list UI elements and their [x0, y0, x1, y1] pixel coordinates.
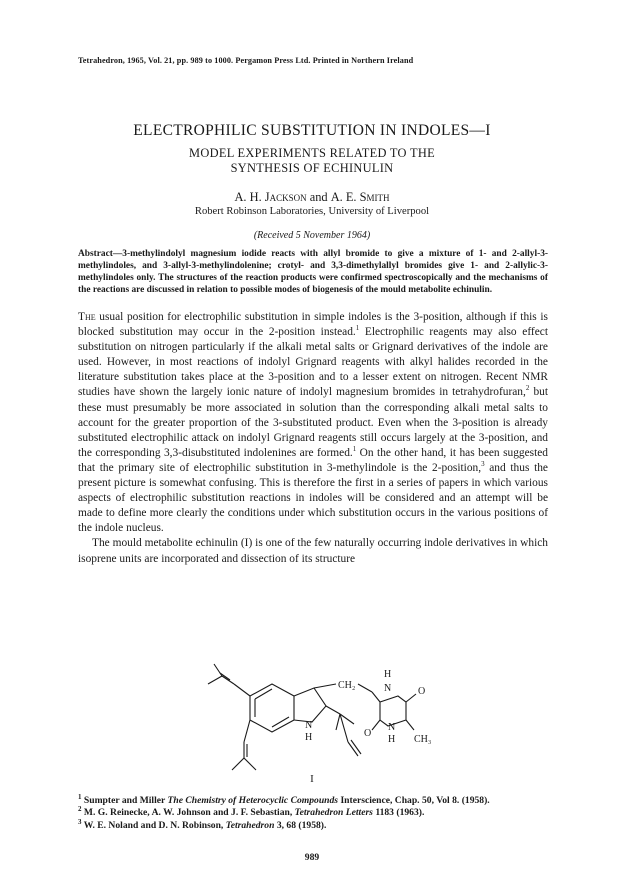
- subtitle-line-1: MODEL EXPERIMENTS RELATED TO THE: [189, 146, 435, 160]
- ref-mark: 3: [481, 460, 485, 469]
- paragraph-1-c: but these must presumably be more associated in solution than the corresponding alkali metal salts to account for the greater proportion of the 3-substituted product. Even when the 3-position is already substituted electrophilic attack on indolyl Grignard reagents still occurs largely at the 3-position, and the corresponding 3,3-disubstituted indolenines are formed.: [78, 386, 548, 459]
- body-text: [78, 310, 548, 567]
- footnote-text: M. G. Reinecke, A. W. Johnson and J. F. Sebastian,: [81, 807, 295, 819]
- article-title: ELECTROPHILIC SUBSTITUTION IN INDOLES—I: [133, 122, 491, 139]
- footnote-text: W. E. Noland and D. N. Robinson,: [81, 819, 226, 831]
- author-smith: A. E. Smith: [330, 190, 390, 204]
- footnote-text: Sumpter and Miller: [81, 795, 168, 806]
- footnote-text: 1183 (1963).: [372, 807, 425, 819]
- paragraph-1: [78, 310, 548, 536]
- label-n-top: N: [384, 683, 392, 694]
- ref-mark: 1: [355, 324, 360, 333]
- ref-mark: 2: [525, 384, 530, 393]
- paragraph-1-d: On the other hand, it has been suggested that the primary site of electrophilic substitution in 3-methylindole is the 2-position,: [78, 446, 548, 474]
- label-o-right: O: [418, 686, 426, 697]
- page-number: 989: [304, 852, 320, 863]
- label-h-top: H: [384, 669, 392, 680]
- paragraph-1-b: Electrophilic reagents may also effect substitution on nitrogen particularly if the alkali metal salts or Grignard derivatives of the indole are used. However, in most reactions of indolyl Grignard reagents with alkyl halides recorded in the literature substitution takes place at the 3-position and to a lesser extent on nitrogen. Recent NMR studies have shown the largely ionic nature of indolyl magnesium bromides in tetrahydrofuran,: [78, 326, 548, 399]
- footnote-2: [78, 807, 558, 819]
- label-o-left: O: [364, 728, 372, 739]
- paragraph-1-e: and thus the present picture is somewhat confusing. This is therefore the first in a series of papers in which various aspects of electrophilic substitution reactions in indoles will be considered and an attempt will be made to define more clearly the conditions under which substitution occurs in the various positions of the indole nucleus.: [78, 461, 548, 535]
- footnotes: [78, 792, 558, 832]
- footnote-italic: The Chemistry of Heterocyclic Compounds: [167, 795, 339, 806]
- affiliation: Robert Robinson Laboratories, University of Liverpool: [194, 206, 430, 217]
- footnote-mark: 3: [78, 817, 82, 826]
- journal-citation: Tetrahedron, 1965, Vol. 21, pp. 989 to 1000. Pergamon Press Ltd. Printed in Northern Ireland: [78, 56, 414, 65]
- subtitle-line-2: SYNTHESIS OF ECHINULIN: [230, 161, 394, 175]
- footnote-mark: 2: [78, 805, 82, 814]
- abstract-text: —3-methylindolyl magnesium iodide reacts with allyl bromide to give a mixture of 1- and 2-allyl-3-methylindoles, and 3-allyl-3-methylindolenine; crotyl- and 3,3-dimethylallyl bromides give 1- and 2-allylic-3-methylindoles only. The structures of the reaction products were confirmed spectroscopically and the mechanisms of the reactions are discussed in relation to possible modes of biogenesis of the mould metabolite echinulin.: [78, 249, 548, 295]
- footnote-mark: 1: [78, 792, 82, 801]
- author-line: [0, 190, 624, 205]
- compound-label: I: [310, 773, 314, 785]
- label-n-bottom: N: [388, 722, 396, 733]
- footnote-italic: Tetrahedron Letters: [294, 807, 373, 819]
- paragraph-1-a: usual position for electrophilic substitution in simple indoles is the 3-position, although if this is blocked substitution may occur in the 2-position instead.: [78, 311, 548, 339]
- label-ch3: CH₃: [414, 734, 432, 745]
- author-conjunction: and: [309, 190, 328, 204]
- footnote-italic: Tetrahedron: [225, 819, 275, 831]
- author-jackson: A. H. Jackson: [234, 190, 307, 204]
- label-h-indole: H: [305, 732, 313, 743]
- label-n-indole: N: [305, 720, 313, 731]
- abstract: [78, 248, 548, 296]
- article-subtitle: [0, 146, 624, 176]
- footnote-text: Interscience, Chap. 50, Vol 8. (1958).: [338, 795, 490, 806]
- pyrrole-ring: [294, 688, 326, 722]
- label-ch2: CH₂: [338, 680, 356, 691]
- echinulin-structure: [200, 662, 450, 782]
- benzene-ring: [250, 684, 294, 732]
- paragraph-lead: The: [78, 311, 96, 323]
- received-date: (Received 5 November 1964): [253, 230, 371, 241]
- footnote-3: [78, 817, 558, 832]
- footnote-text: 3, 68 (1958).: [274, 819, 327, 831]
- label-h-bottom: H: [388, 734, 396, 745]
- abstract-label: Abstract: [78, 249, 113, 259]
- paragraph-2: The mould metabolite echinulin (I) is one of the few naturally occurring indole derivatives in which isoprene units are incorporated and dissection of its structure: [78, 537, 548, 565]
- footnote-1: [78, 792, 558, 807]
- ref-mark: 1: [352, 445, 357, 454]
